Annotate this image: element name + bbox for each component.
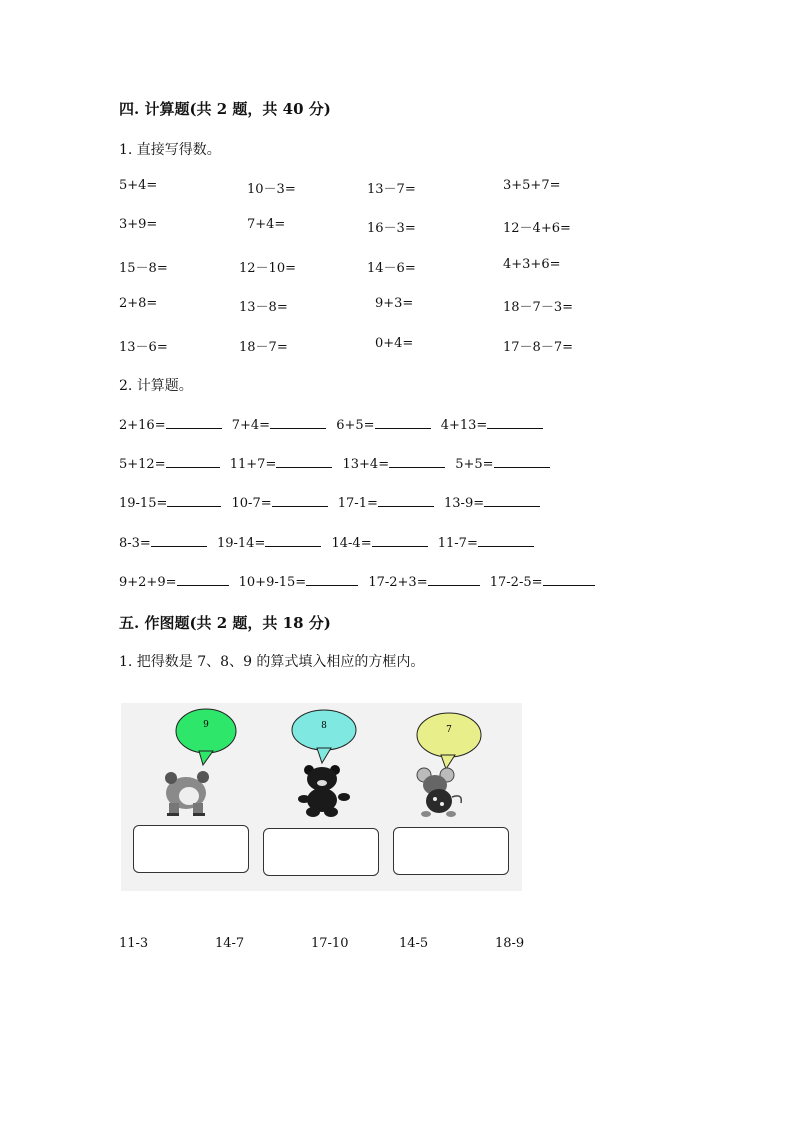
q2-item: 7+4= bbox=[231, 418, 271, 433]
q1-item: 15－8= bbox=[119, 261, 168, 276]
answer-blank[interactable] bbox=[276, 455, 332, 468]
q1-item: 4+3+6= bbox=[503, 257, 561, 272]
q2-label: 2. 计算题。 bbox=[119, 378, 193, 394]
animal-picture bbox=[121, 703, 522, 891]
q2-row bbox=[119, 416, 543, 433]
q2-item: 10-7= bbox=[231, 496, 272, 511]
q1-item: 3+9= bbox=[119, 217, 158, 232]
creature-icon bbox=[165, 771, 209, 816]
q2-item: 14-4= bbox=[331, 536, 372, 551]
answer-blank[interactable] bbox=[166, 416, 222, 429]
q1-item: 12－4+6= bbox=[503, 221, 571, 236]
bear-icon bbox=[298, 765, 350, 817]
answer-blank[interactable] bbox=[428, 573, 480, 586]
q2-item: 17-2+3= bbox=[368, 575, 428, 590]
answer-blank[interactable] bbox=[272, 494, 328, 507]
q2-item: 19-15= bbox=[119, 496, 168, 511]
q1-item: 7+4= bbox=[247, 217, 286, 232]
q1-item: 13－6= bbox=[119, 340, 168, 355]
q1-item: 5+4= bbox=[119, 178, 158, 193]
q1-item: 12－10= bbox=[239, 261, 296, 276]
answer-blank[interactable] bbox=[494, 455, 550, 468]
q2-item: 5+5= bbox=[455, 457, 494, 472]
answer-blank[interactable] bbox=[372, 534, 428, 547]
q1-item: 18－7－3= bbox=[503, 300, 573, 315]
q2-item: 6+5= bbox=[336, 418, 375, 433]
answer-blank[interactable] bbox=[167, 494, 221, 507]
s5-q1-label: 1. 把得数是 7、8、9 的算式填入相应的方框内。 bbox=[119, 654, 425, 670]
answer-blank[interactable] bbox=[177, 573, 229, 586]
q1-item: 3+5+7= bbox=[503, 178, 561, 193]
bubble-number: 7 bbox=[446, 725, 452, 735]
q2-item: 19-14= bbox=[216, 536, 266, 551]
expression-item[interactable]: 14-7 bbox=[215, 936, 245, 951]
q1-label: 1. 直接写得数。 bbox=[119, 142, 221, 158]
q2-item: 17-1= bbox=[337, 496, 378, 511]
answer-blank[interactable] bbox=[378, 494, 434, 507]
answer-box-7[interactable] bbox=[393, 827, 509, 875]
q2-row bbox=[119, 573, 595, 590]
q2-item: 2+16= bbox=[119, 418, 166, 433]
answer-blank[interactable] bbox=[487, 416, 543, 429]
expression-item[interactable]: 18-9 bbox=[495, 936, 525, 951]
answer-blank[interactable] bbox=[270, 416, 326, 429]
bubble-number: 8 bbox=[321, 721, 327, 731]
q1-item: 2+8= bbox=[119, 296, 158, 311]
answer-blank[interactable] bbox=[389, 455, 445, 468]
answer-blank[interactable] bbox=[306, 573, 358, 586]
answer-blank[interactable] bbox=[166, 455, 220, 468]
answer-blank[interactable] bbox=[375, 416, 431, 429]
answer-blank[interactable] bbox=[478, 534, 534, 547]
answer-box-8[interactable] bbox=[263, 828, 379, 876]
expression-item[interactable]: 11-3 bbox=[119, 936, 149, 951]
mouse-icon bbox=[417, 768, 461, 817]
q1-item: 16－3= bbox=[367, 221, 416, 236]
q2-item: 4+13= bbox=[440, 418, 488, 433]
speech-bubble-7 bbox=[417, 713, 481, 769]
q2-item: 11+7= bbox=[229, 457, 277, 472]
q2-item: 9+2+9= bbox=[119, 575, 177, 590]
q1-item: 9+3= bbox=[375, 296, 414, 311]
q1-item: 14－6= bbox=[367, 261, 416, 276]
section5-title: 五. 作图题(共 2 题，共 18 分) bbox=[119, 614, 331, 632]
speech-bubble-9 bbox=[176, 709, 236, 765]
q2-row bbox=[119, 455, 550, 472]
q1-item: 17－8－7= bbox=[503, 340, 573, 355]
q1-item: 13－7= bbox=[367, 182, 416, 197]
answer-blank[interactable] bbox=[543, 573, 595, 586]
q2-item: 17-2-5= bbox=[489, 575, 543, 590]
expression-item[interactable]: 14-5 bbox=[399, 936, 429, 951]
section4-title: 四. 计算题(共 2 题，共 40 分) bbox=[119, 100, 331, 118]
q2-item: 13+4= bbox=[342, 457, 390, 472]
answer-blank[interactable] bbox=[265, 534, 321, 547]
q1-item: 18－7= bbox=[239, 340, 288, 355]
expression-item[interactable]: 17-10 bbox=[311, 936, 349, 951]
q2-item: 5+12= bbox=[119, 457, 166, 472]
q1-item: 13－8= bbox=[239, 300, 288, 315]
answer-blank[interactable] bbox=[484, 494, 540, 507]
q1-item: 0+4= bbox=[375, 336, 414, 351]
q1-item: 10－3= bbox=[247, 182, 296, 197]
speech-bubble-8 bbox=[292, 710, 356, 763]
q2-row bbox=[119, 494, 540, 511]
q2-item: 10+9-15= bbox=[238, 575, 307, 590]
answer-box-9[interactable] bbox=[133, 825, 249, 873]
q2-item: 8-3= bbox=[119, 536, 151, 551]
q2-row bbox=[119, 534, 534, 551]
q2-item: 11-7= bbox=[437, 536, 478, 551]
bubble-number: 9 bbox=[203, 720, 209, 730]
q2-item: 13-9= bbox=[444, 496, 485, 511]
answer-blank[interactable] bbox=[151, 534, 207, 547]
